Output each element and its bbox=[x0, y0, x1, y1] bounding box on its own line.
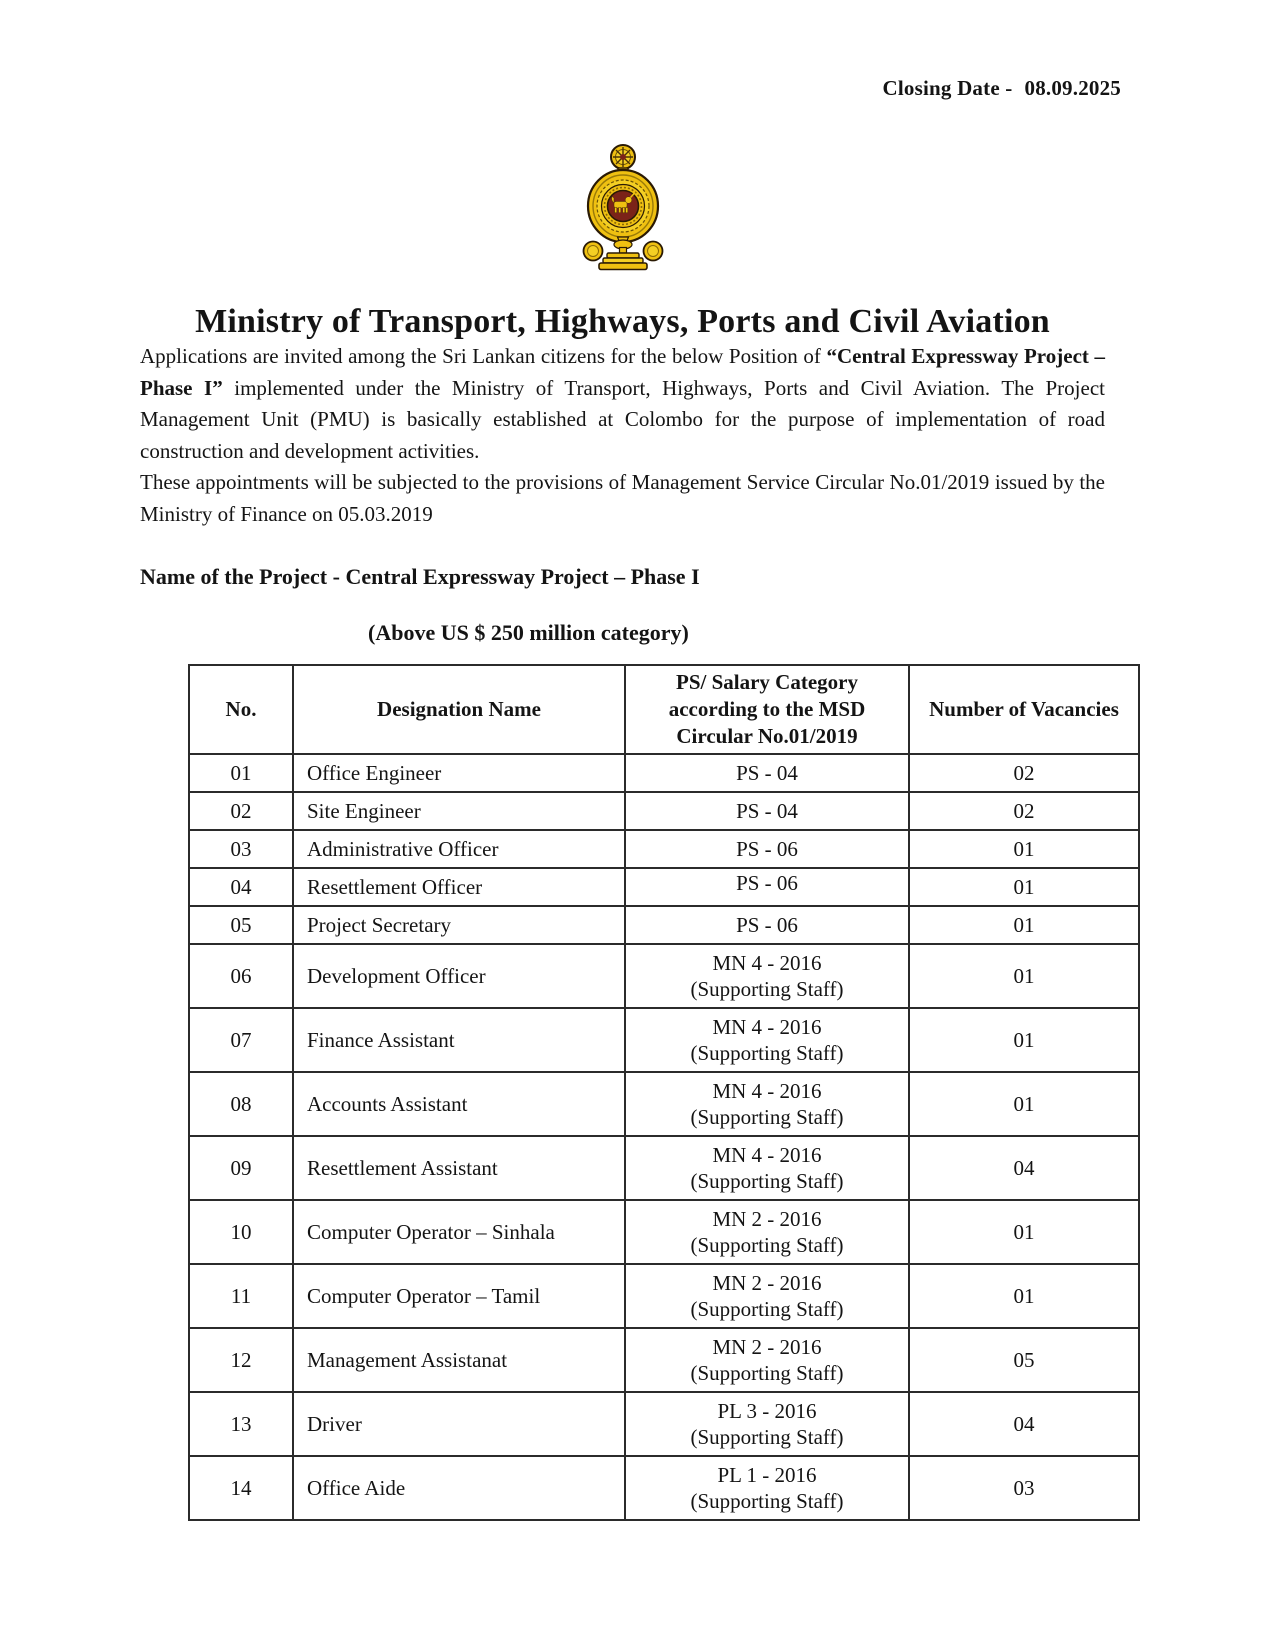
cell-salary-category bbox=[625, 1200, 909, 1264]
cell-designation-name: Project Secretary bbox=[293, 906, 625, 944]
cell-vacancy-count: 01 bbox=[909, 944, 1139, 1008]
salary-category-value: PS - 06 bbox=[736, 837, 798, 861]
salary-category-note: (Supporting Staff) bbox=[690, 1489, 844, 1513]
cell-salary-category bbox=[625, 1392, 909, 1456]
cell-salary-category bbox=[625, 944, 909, 1008]
category-heading: (Above US $ 250 million category) bbox=[368, 620, 689, 645]
salary-category-value: MN 2 - 2016 bbox=[712, 1207, 822, 1231]
table-row bbox=[189, 944, 1139, 1008]
cell-row-number: 14 bbox=[189, 1456, 293, 1520]
cell-salary-category bbox=[625, 906, 909, 944]
table-header-row bbox=[189, 665, 1139, 754]
cell-designation-name: Resettlement Assistant bbox=[293, 1136, 625, 1200]
salary-category-note: (Supporting Staff) bbox=[690, 1233, 844, 1257]
salary-category-value: MN 4 - 2016 bbox=[712, 1015, 822, 1039]
cell-salary-category bbox=[625, 830, 909, 868]
salary-category-value: PS - 06 bbox=[736, 871, 798, 895]
closing-date bbox=[140, 0, 1121, 101]
salary-category-note: (Supporting Staff) bbox=[690, 1361, 844, 1385]
table-row bbox=[189, 1264, 1139, 1328]
table-row bbox=[189, 1008, 1139, 1072]
cell-salary-category bbox=[625, 1328, 909, 1392]
cell-row-number: 06 bbox=[189, 944, 293, 1008]
table-row bbox=[189, 1072, 1139, 1136]
cell-salary-category bbox=[625, 1008, 909, 1072]
provisions-paragraph: These appointments will be subjected to the provisions of Management Service Circular No.01/2019 issued by the Ministry of Finance on 05.03.2019 bbox=[140, 470, 1105, 526]
cell-designation-name: Office Aide bbox=[293, 1456, 625, 1520]
cell-designation-name: Finance Assistant bbox=[293, 1008, 625, 1072]
intro-text-before: Applications are invited among the Sri Lankan citizens for the below Position of bbox=[140, 344, 827, 368]
cell-row-number: 04 bbox=[189, 868, 293, 906]
cell-designation-name: Site Engineer bbox=[293, 792, 625, 830]
cell-vacancy-count: 01 bbox=[909, 906, 1139, 944]
closing-date-value: 08.09.2025 bbox=[1024, 76, 1121, 100]
salary-category-note: (Supporting Staff) bbox=[690, 1041, 844, 1065]
cell-row-number: 09 bbox=[189, 1136, 293, 1200]
closing-date-label: Closing Date - bbox=[882, 76, 1013, 100]
project-name-heading: Name of the Project - Central Expressway Project – Phase I bbox=[140, 564, 700, 589]
page-title: Ministry of Transport, Highways, Ports and Civil Aviation bbox=[195, 303, 1050, 340]
cell-row-number: 11 bbox=[189, 1264, 293, 1328]
cell-row-number: 01 bbox=[189, 754, 293, 792]
column-header-designation: Designation Name bbox=[293, 665, 625, 754]
table-row bbox=[189, 792, 1139, 830]
cell-row-number: 13 bbox=[189, 1392, 293, 1456]
cell-row-number: 02 bbox=[189, 792, 293, 830]
cell-designation-name: Management Assistanat bbox=[293, 1328, 625, 1392]
cell-salary-category bbox=[625, 1456, 909, 1520]
cell-vacancy-count: 01 bbox=[909, 830, 1139, 868]
cell-designation-name: Accounts Assistant bbox=[293, 1072, 625, 1136]
table-row bbox=[189, 1136, 1139, 1200]
cell-row-number: 05 bbox=[189, 906, 293, 944]
cell-designation-name: Development Officer bbox=[293, 944, 625, 1008]
cell-vacancy-count: 02 bbox=[909, 754, 1139, 792]
salary-header-line: according to the MSD bbox=[668, 697, 866, 721]
cell-vacancy-count: 01 bbox=[909, 1072, 1139, 1136]
column-header-vacancies: Number of Vacancies bbox=[909, 665, 1139, 754]
cell-vacancy-count: 03 bbox=[909, 1456, 1139, 1520]
salary-category-value: PS - 04 bbox=[736, 799, 798, 823]
intro-paragraph bbox=[140, 341, 1105, 467]
cell-salary-category bbox=[625, 1136, 909, 1200]
column-header-no: No. bbox=[189, 665, 293, 754]
salary-header-line: Circular No.01/2019 bbox=[676, 724, 858, 748]
cell-vacancy-count: 02 bbox=[909, 792, 1139, 830]
cell-row-number: 10 bbox=[189, 1200, 293, 1264]
cell-designation-name: Administrative Officer bbox=[293, 830, 625, 868]
cell-salary-category bbox=[625, 792, 909, 830]
salary-header-line: PS/ Salary Category bbox=[676, 670, 858, 694]
salary-category-value: PS - 06 bbox=[736, 913, 798, 937]
table-row bbox=[189, 906, 1139, 944]
cell-designation-name: Driver bbox=[293, 1392, 625, 1456]
cell-vacancy-count: 01 bbox=[909, 1200, 1139, 1264]
cell-salary-category bbox=[625, 1264, 909, 1328]
vacancy-table bbox=[188, 664, 1140, 1521]
salary-category-note: (Supporting Staff) bbox=[690, 1425, 844, 1449]
intro-text-after: implemented under the Ministry of Transport, Highways, Ports and Civil Aviation. The Project Management Unit (PMU) is basically established at Colombo for the purpose of implementation of road construction and development activities. bbox=[140, 375, 1105, 463]
intro-project-phrase: “Central Expressway Project – Phase I” bbox=[140, 344, 1105, 400]
table-row bbox=[189, 830, 1139, 868]
cell-vacancy-count: 05 bbox=[909, 1328, 1139, 1392]
cell-row-number: 07 bbox=[189, 1008, 293, 1072]
cell-designation-name: Resettlement Officer bbox=[293, 868, 625, 906]
salary-category-note: (Supporting Staff) bbox=[690, 977, 844, 1001]
table-row bbox=[189, 868, 1139, 906]
cell-vacancy-count: 04 bbox=[909, 1136, 1139, 1200]
cell-designation-name: Computer Operator – Tamil bbox=[293, 1264, 625, 1328]
table-row bbox=[189, 1200, 1139, 1264]
table-row bbox=[189, 1328, 1139, 1392]
cell-designation-name: Office Engineer bbox=[293, 754, 625, 792]
salary-category-value: MN 4 - 2016 bbox=[712, 1079, 822, 1103]
cell-vacancy-count: 01 bbox=[909, 868, 1139, 906]
table-row bbox=[189, 1456, 1139, 1520]
salary-category-value: MN 4 - 2016 bbox=[712, 951, 822, 975]
cell-row-number: 03 bbox=[189, 830, 293, 868]
salary-category-note: (Supporting Staff) bbox=[690, 1297, 844, 1321]
salary-category-value: PL 1 - 2016 bbox=[717, 1463, 817, 1487]
cell-vacancy-count: 01 bbox=[909, 1008, 1139, 1072]
cell-vacancy-count: 01 bbox=[909, 1264, 1139, 1328]
salary-category-note: (Supporting Staff) bbox=[690, 1169, 844, 1193]
salary-category-value: MN 4 - 2016 bbox=[712, 1143, 822, 1167]
table-row bbox=[189, 1392, 1139, 1456]
cell-salary-category bbox=[625, 754, 909, 792]
cell-designation-name: Computer Operator – Sinhala bbox=[293, 1200, 625, 1264]
emblem-container bbox=[140, 143, 1105, 271]
cell-vacancy-count: 04 bbox=[909, 1392, 1139, 1456]
salary-category-note: (Supporting Staff) bbox=[690, 1105, 844, 1129]
column-header-salary-category bbox=[625, 665, 909, 754]
cell-row-number: 08 bbox=[189, 1072, 293, 1136]
table-row bbox=[189, 754, 1139, 792]
salary-category-value: PL 3 - 2016 bbox=[717, 1399, 817, 1423]
cell-row-number: 12 bbox=[189, 1328, 293, 1392]
salary-category-value: MN 2 - 2016 bbox=[712, 1271, 822, 1295]
salary-category-value: MN 2 - 2016 bbox=[712, 1335, 822, 1359]
sri-lanka-state-emblem-icon bbox=[577, 143, 669, 271]
cell-salary-category bbox=[625, 1072, 909, 1136]
cell-salary-category bbox=[625, 868, 909, 906]
salary-category-value: PS - 04 bbox=[736, 761, 798, 785]
